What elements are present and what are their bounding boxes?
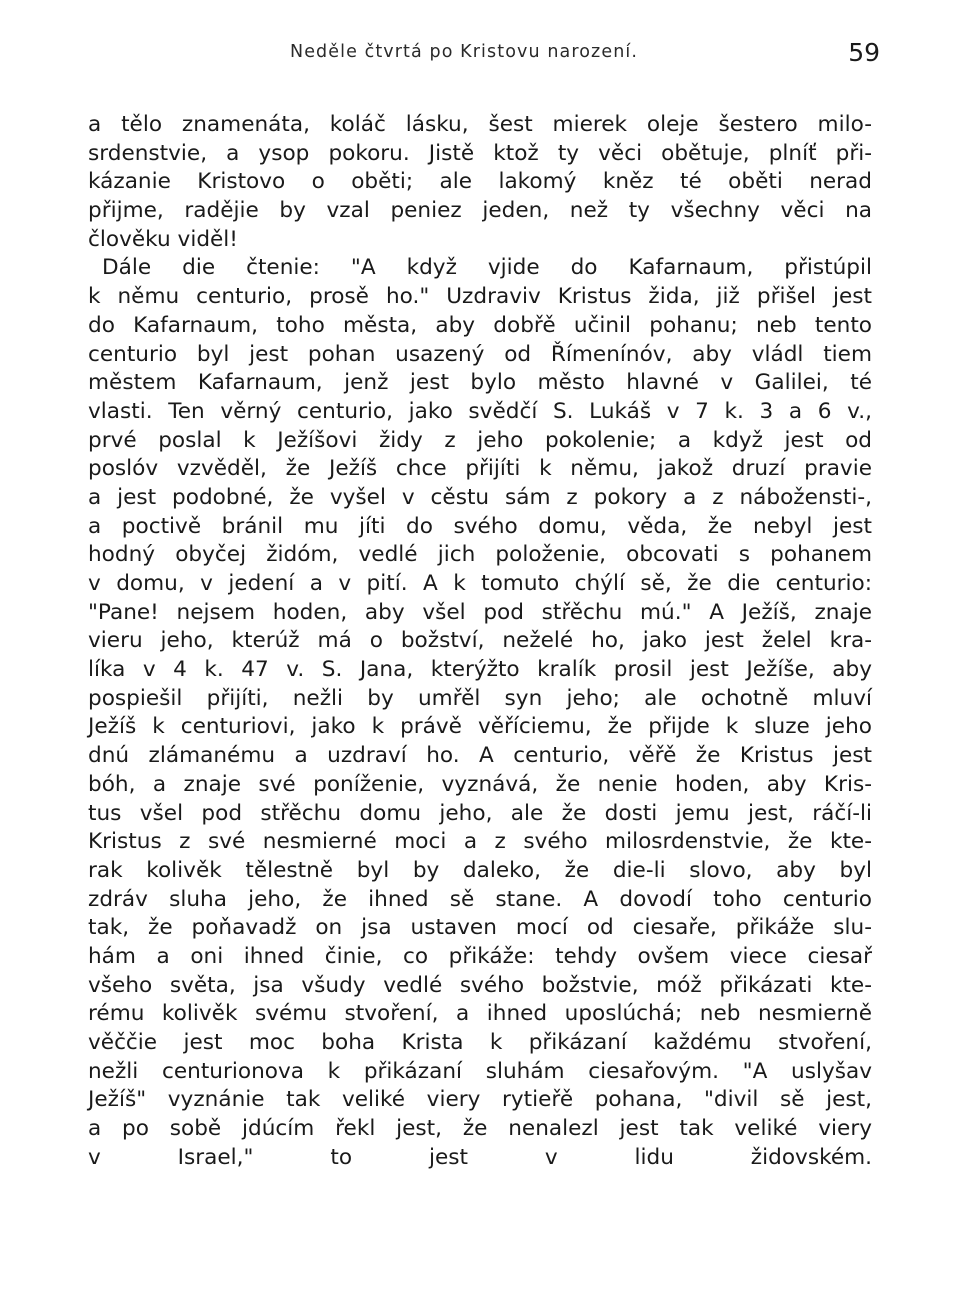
text-line (88, 1230, 872, 1259)
text-line: zdráv sluha jeho, že ihned sě stane. A dovodí toho centurio (88, 886, 872, 912)
text-line: pospiešil přijíti, nežli by umřěl syn jeho; ale ochotně mluví (88, 685, 872, 711)
text-line: poslóv vzvěděl, že Ježíš chce přijíti k němu, jakož druzí pravie (88, 456, 872, 482)
text-line: srdenstvie, a ysop pokoru. Jistě ktož ty věci obětuje, plníť při- (88, 140, 872, 166)
text-line: k němu centurio, prosě ho." Uzdraviv Kristus žida, již přišel jest (88, 284, 872, 310)
text-line: dnú zlámanému a uzdraví ho. A centurio, věřě že Kristus jest (88, 743, 872, 769)
text-line: hám a oni ihned činie, co přikáže: tehdy ovšem viece ciesař (88, 943, 872, 969)
text-line (88, 1287, 872, 1316)
text-line: do Kafarnaum, toho města, aby dobřě učinil pohanu; neb tento (88, 312, 872, 338)
text-line: přijme, radějie by vzal peniez jeden, než ty všechny věci na (88, 198, 872, 224)
page-number: 59 (848, 38, 880, 67)
text-line: bóh, a znaje své poníženie, vyznává, že nenie hoden, aby Kris- (88, 771, 872, 797)
text-line: prvé poslal k Ježíšovi židy z jeho pokolenie; a když jest od (88, 427, 872, 453)
text-line: a po sobě jdúcím řekl jest, že nenalezl jest tak veliké viery (88, 1116, 872, 1142)
text-line: Ježíš" vyznánie tak veliké viery rytieřě pohana, "divil sě jest, (88, 1087, 872, 1113)
text-line: městem Kafarnaum, jenž jest bylo město hlavné v Galilei, té (88, 370, 872, 396)
text-line: rému kolivěk svému stvoření, a ihned uposlúchá; neb nesmierně (88, 1001, 872, 1027)
text-line: centurio byl jest pohan usazený od Římenínóv, aby vládl tiem (88, 341, 872, 367)
text-line: v Israel," to jest v lidu židovském. (88, 1144, 872, 1170)
text-line: Ježíš k centuriovi, jako k právě věříciemu, že přijde k sluze jeho (88, 714, 872, 740)
text-line: věččie jest moc boha Krista k přikázaní každému stvoření, (88, 1030, 872, 1055)
text-line: Kristus z své nesmierné moci a z svého milosrdenstvie, že kte- (88, 829, 872, 855)
text-line: vieru jeho, kterúž má o božství, neželé ho, jako jest želel kra- (88, 628, 872, 654)
text-line: hodný obyčej židóm, vedlé jich položenie, obcovati s pohanem (88, 542, 872, 568)
text-line: v domu, v jedení a v pití. A k tomuto chýlí sě, že die centurio: (88, 571, 872, 596)
text-line (88, 1259, 872, 1288)
text-line: líka v 4 k. 47 v. S. Jana, kterýžto kralík prosil jest Ježíše, aby (88, 657, 872, 683)
body-text (88, 111, 872, 1316)
text-line: všeho světa, jsa všudy vedlé svého božstvie, móž přikázati kte- (88, 972, 872, 998)
text-line: rak kolivěk tělestně byl by daleko, že die-li slovo, aby byl (88, 857, 872, 883)
text-line (88, 1172, 872, 1201)
text-line: a poctivě bránil mu jíti do svého domu, věda, že nebyl jest (88, 513, 872, 539)
text-line: "Pane! nejsem hoden, aby všel pod střěchu mú." A Ježíš, znaje (88, 599, 872, 625)
text-line: a tělo znamenáta, koláč lásku, šest mierek oleje šestero milo- (88, 112, 872, 137)
text-line: a jest podobné, že vyšel v cěstu sám z pokory a z nábožensti-, (88, 484, 872, 510)
running-title: Neděle čtvrtá po Kristovu narození. (290, 42, 639, 62)
text-line: tak, že poňavadž on jsa ustaven mocí od ciesaře, přikáže slu- (88, 915, 872, 941)
text-line: kázanie Kristovo o oběti; ale lakomý kněz té oběti nerad (88, 169, 872, 195)
text-line: tus všel pod střěchu domu jeho, ale že dosti jemu jest, ráčí-li (88, 800, 872, 826)
text-line: nežli centurionova k přikázaní sluhám ciesařovým. "A uslyšav (88, 1058, 872, 1084)
running-head (90, 40, 880, 74)
text-line: Dále die čtenie: "A když vjide do Kafarnaum, přistúpil (102, 255, 872, 281)
text-line: vlasti. Ten věrný centurio, jako svědčí S. Lukáš v 7 k. 3 a 6 v., (88, 398, 872, 424)
text-line: člověku viděl! (88, 226, 238, 252)
text-line (88, 1201, 872, 1230)
